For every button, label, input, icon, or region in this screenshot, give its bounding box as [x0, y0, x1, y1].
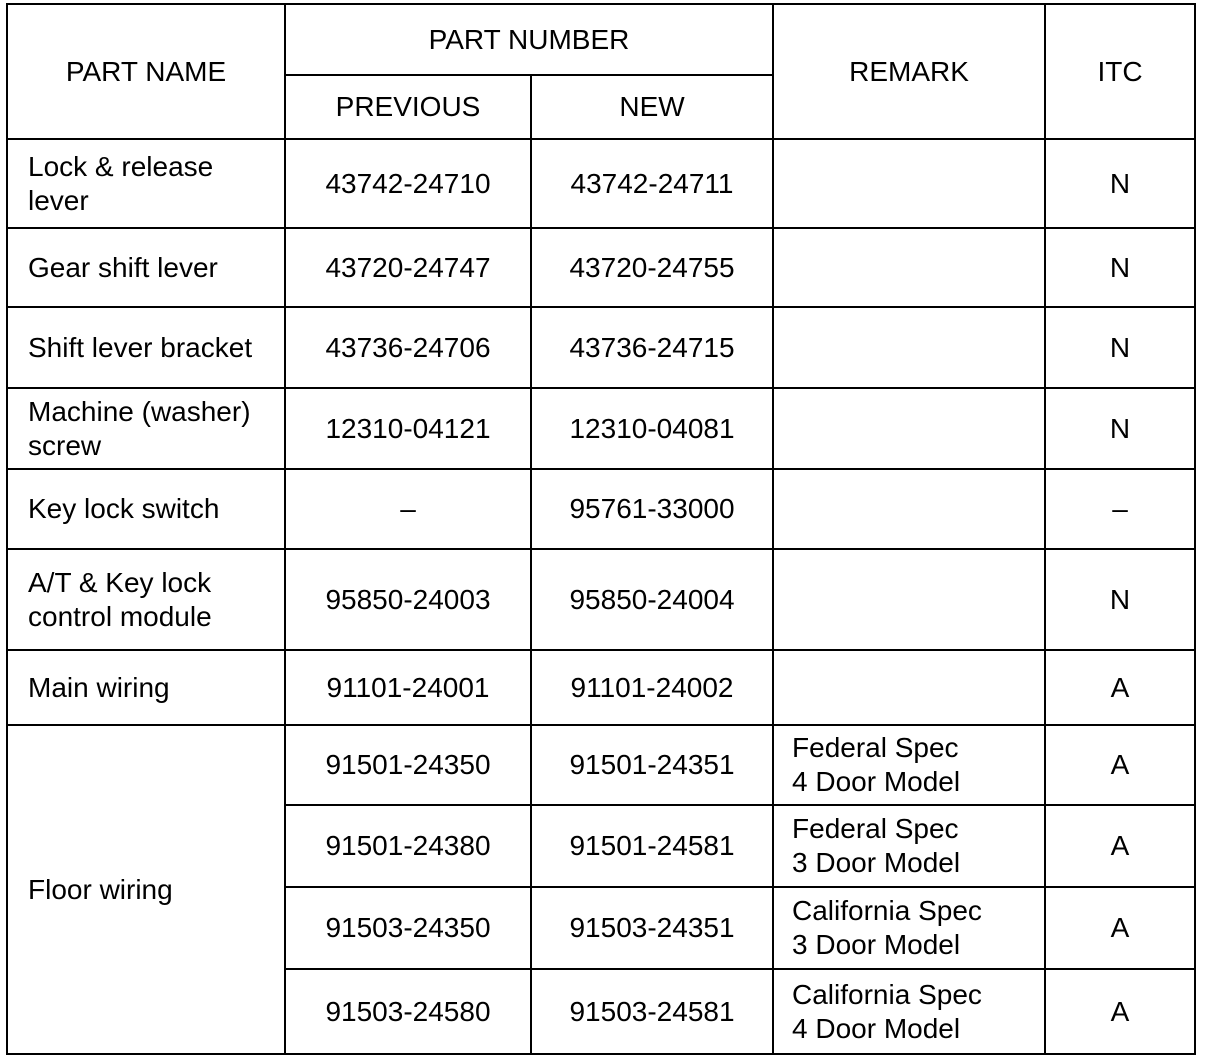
remark-cell	[773, 725, 1045, 805]
previous-number-cell: –	[285, 469, 531, 549]
previous-header: PREVIOUS	[285, 75, 531, 139]
remark-cell	[773, 969, 1045, 1054]
part-name-cell: Shift lever bracket	[7, 307, 285, 388]
remark-cell	[773, 805, 1045, 887]
remark-cell	[773, 549, 1045, 650]
itc-cell: N	[1045, 228, 1195, 307]
table-row	[7, 139, 1195, 228]
part-name-line: Lock & release	[28, 150, 214, 182]
previous-number-cell: 43742-24710	[285, 139, 531, 228]
remark-line: Federal Spec	[792, 813, 959, 845]
table-row	[7, 228, 1195, 307]
remark-line: 4 Door Model	[792, 1012, 961, 1044]
part-name-cell	[7, 139, 285, 228]
new-number-cell: 95761-33000	[531, 469, 773, 549]
part-name-cell: Key lock switch	[7, 469, 285, 549]
new-number-cell: 91101-24002	[531, 650, 773, 725]
new-number-cell: 43742-24711	[531, 139, 773, 228]
new-number-cell: 43720-24755	[531, 228, 773, 307]
new-number-cell: 91501-24581	[531, 805, 773, 887]
itc-header: ITC	[1045, 4, 1195, 139]
previous-number-cell: 43720-24747	[285, 228, 531, 307]
new-number-cell: 91501-24351	[531, 725, 773, 805]
part-name-line: lever	[28, 184, 89, 216]
new-number-cell: 95850-24004	[531, 549, 773, 650]
itc-cell: N	[1045, 139, 1195, 228]
table-row	[7, 469, 1195, 549]
previous-number-cell: 91503-24580	[285, 969, 531, 1054]
part-name-cell: Gear shift lever	[7, 228, 285, 307]
remark-line: California Spec	[792, 895, 982, 927]
table-row	[7, 388, 1195, 469]
itc-cell: A	[1045, 887, 1195, 969]
remark-cell	[773, 307, 1045, 388]
floor-wiring-name-cell: Floor wiring	[7, 725, 285, 1054]
remark-header: REMARK	[773, 4, 1045, 139]
itc-cell: A	[1045, 725, 1195, 805]
remark-line: Federal Spec	[792, 732, 959, 764]
new-number-cell: 12310-04081	[531, 388, 773, 469]
table-row	[7, 307, 1195, 388]
remark-cell	[773, 139, 1045, 228]
new-header: NEW	[531, 75, 773, 139]
previous-number-cell: 95850-24003	[285, 549, 531, 650]
remark-line: 3 Door Model	[792, 929, 961, 960]
parts-table	[6, 3, 1196, 1055]
part-name-line: control module	[28, 600, 212, 632]
new-number-cell: 91503-24351	[531, 887, 773, 969]
previous-number-cell: 12310-04121	[285, 388, 531, 469]
previous-number-cell: 91503-24350	[285, 887, 531, 969]
table-row	[7, 650, 1195, 725]
remark-line: 3 Door Model	[792, 847, 961, 878]
previous-number-cell: 91101-24001	[285, 650, 531, 725]
itc-cell: –	[1045, 469, 1195, 549]
table-row	[7, 549, 1195, 650]
new-number-cell: 91503-24581	[531, 969, 773, 1054]
remark-cell	[773, 469, 1045, 549]
part-name-line: Machine (washer)	[28, 395, 251, 427]
remark-cell	[773, 228, 1045, 307]
previous-number-cell: 91501-24350	[285, 725, 531, 805]
remark-cell	[773, 388, 1045, 469]
itc-cell: N	[1045, 307, 1195, 388]
part-name-line: screw	[28, 429, 102, 461]
header-row	[7, 4, 1195, 75]
part-name-cell	[7, 549, 285, 650]
remark-line: 4 Door Model	[792, 766, 961, 797]
part-name-cell	[7, 388, 285, 469]
remark-cell	[773, 887, 1045, 969]
part-number-header: PART NUMBER	[285, 4, 773, 75]
table-row	[7, 725, 1195, 805]
new-number-cell: 43736-24715	[531, 307, 773, 388]
itc-cell: N	[1045, 549, 1195, 650]
part-name-header: PART NAME	[7, 4, 285, 139]
previous-number-cell: 91501-24380	[285, 805, 531, 887]
previous-number-cell: 43736-24706	[285, 307, 531, 388]
itc-cell: A	[1045, 805, 1195, 887]
part-name-cell: Main wiring	[7, 650, 285, 725]
itc-cell: A	[1045, 969, 1195, 1054]
part-name-line: A/T & Key lock	[28, 566, 212, 598]
itc-cell: N	[1045, 388, 1195, 469]
remark-cell	[773, 650, 1045, 725]
remark-line: California Spec	[792, 978, 982, 1010]
itc-cell: A	[1045, 650, 1195, 725]
